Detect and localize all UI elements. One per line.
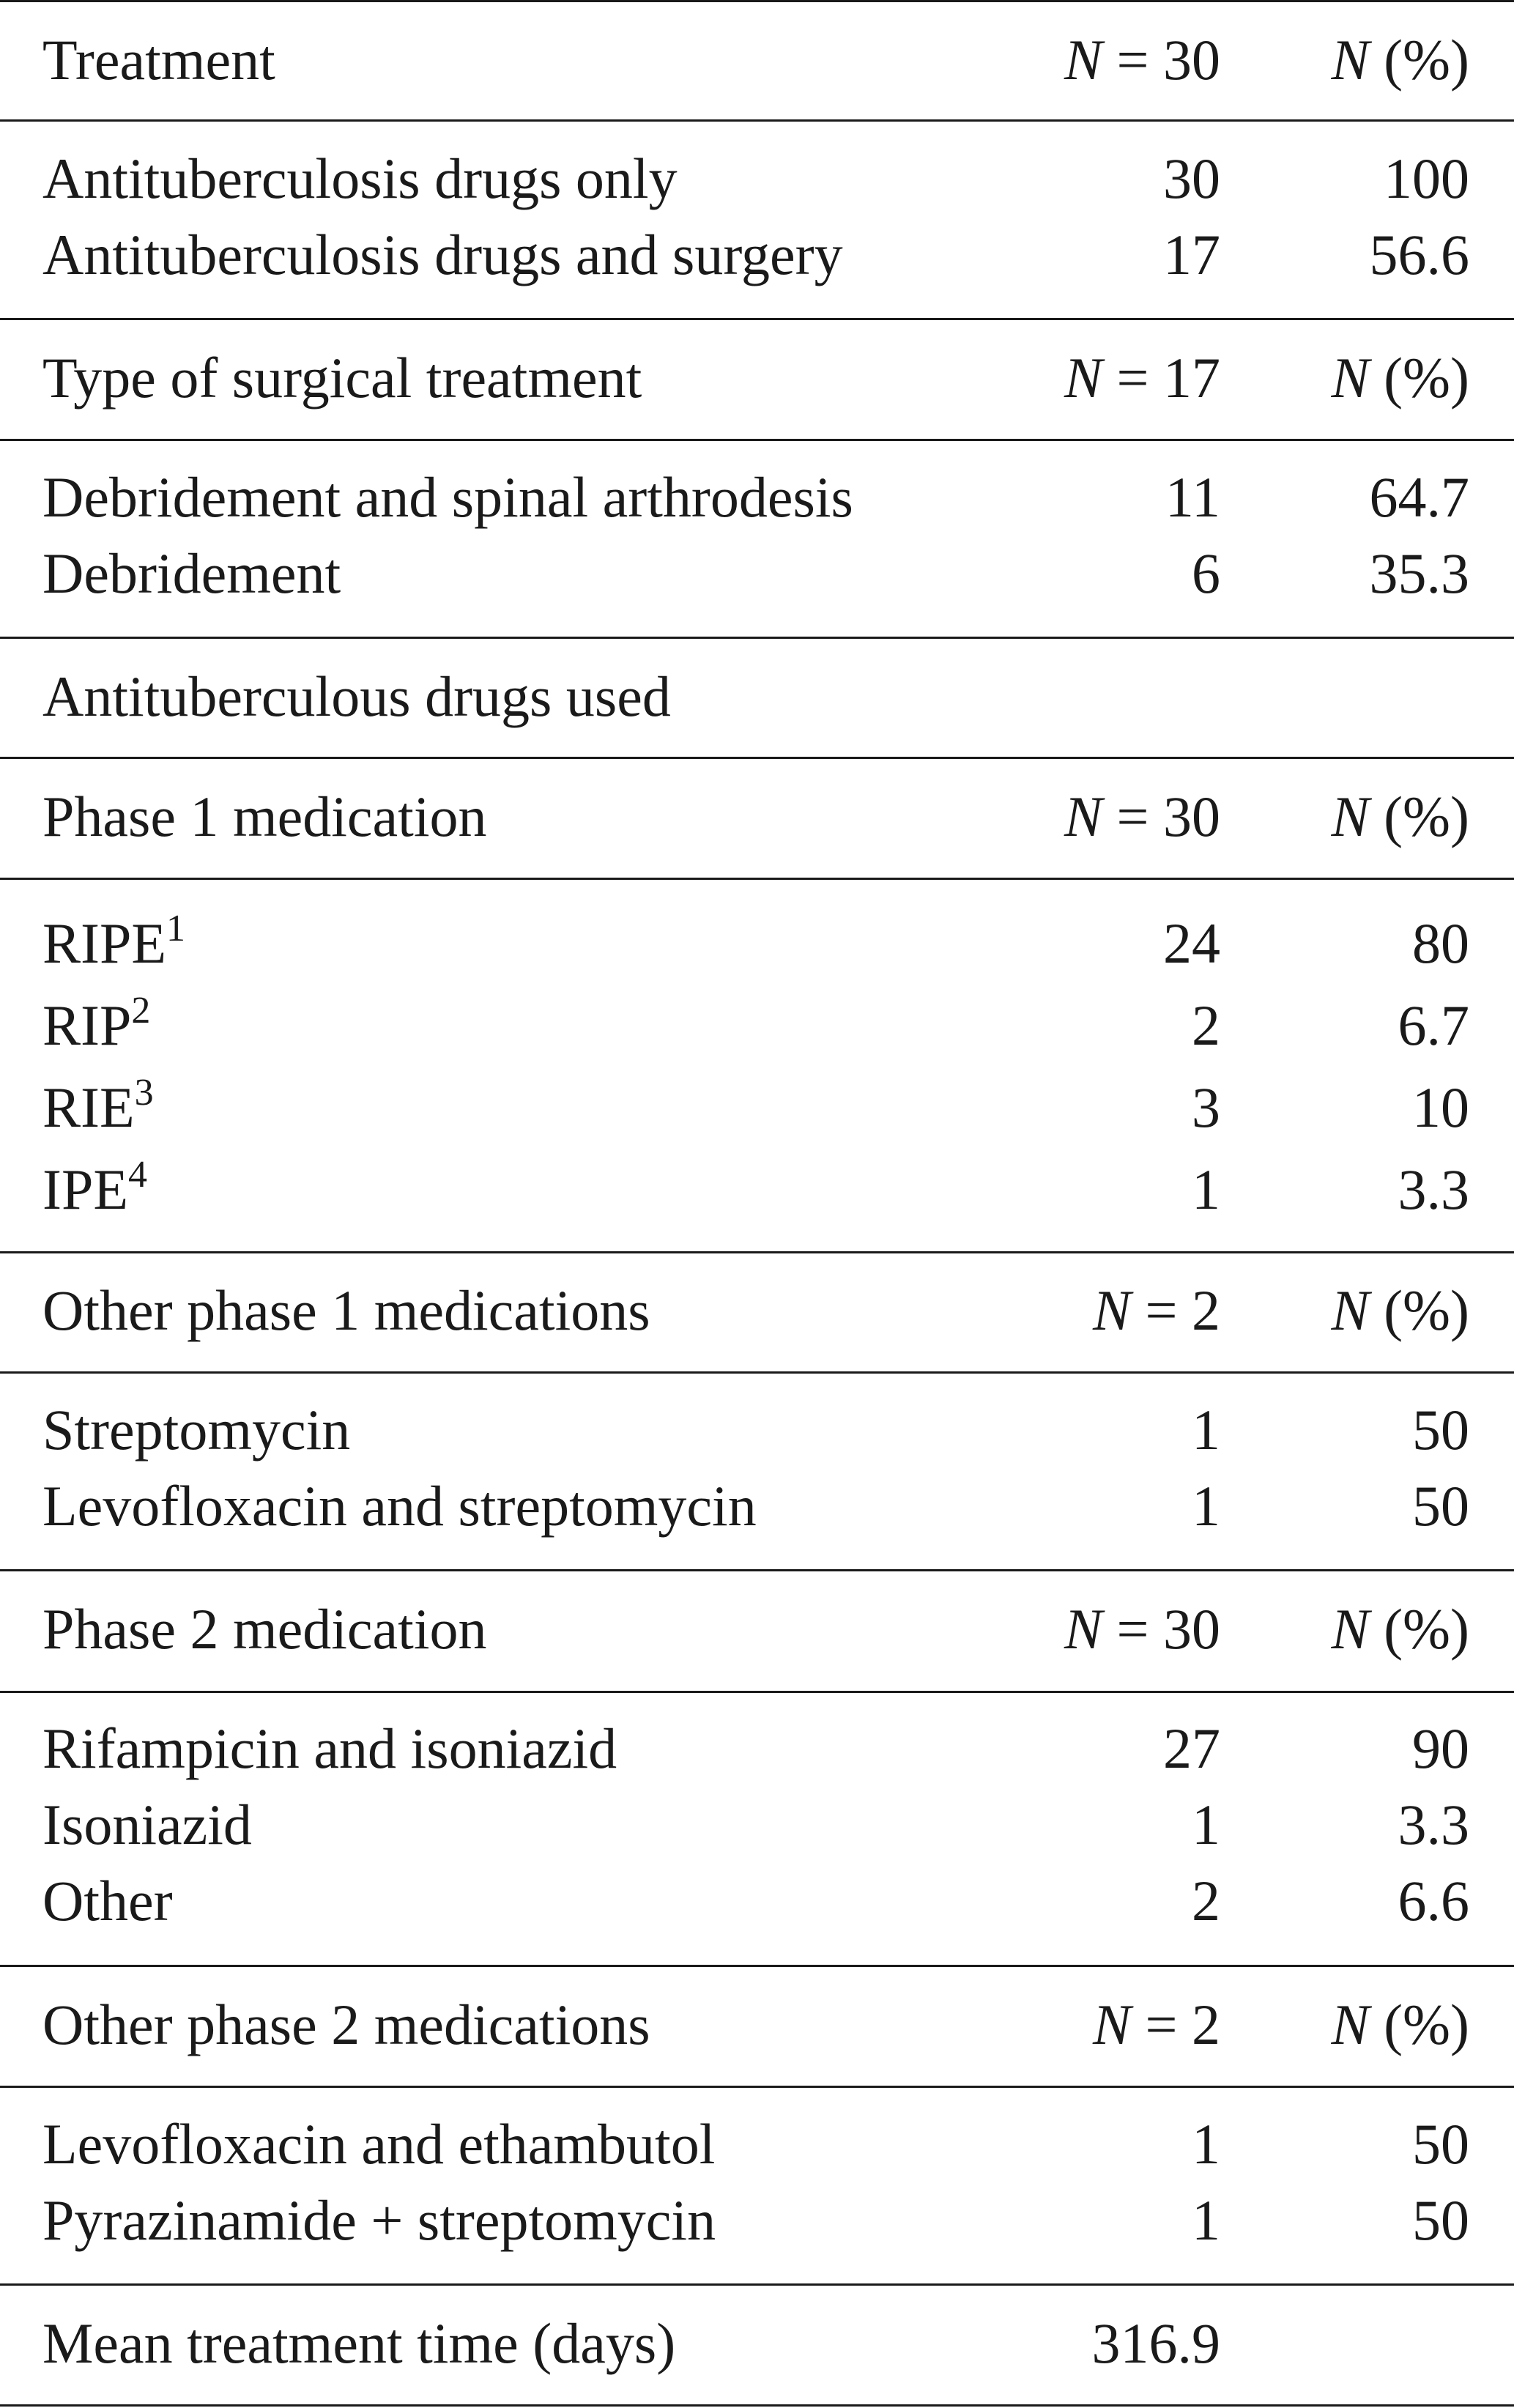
header-row [0,1272,1514,1349]
table-top-rule [0,0,1514,2]
mean-time-label: Mean treatment time (days) [42,2311,676,2375]
section-other-phase1-body [0,1392,1514,1544]
section-phase1 [0,779,1514,855]
row-pct: 50 [1412,2188,1469,2252]
table-row [0,141,1514,217]
row-pct: 50 [1412,2112,1469,2176]
header-n: N = 2 [1092,1278,1220,1342]
row-label: RIE$^3$ [42,1072,154,1139]
row-n: 30 [1163,147,1220,210]
header-pct: N (%) [1331,1993,1469,2056]
row-pct: 50 [1412,1474,1469,1538]
row-n: 1 [1192,2112,1220,2176]
row-label: Antituberculosis drugs only [42,147,678,210]
section-other-phase2-body [0,2106,1514,2259]
header-pct: N (%) [1331,346,1469,410]
rule-treatment-end [0,318,1514,320]
row-pct: 56.6 [1369,223,1469,286]
footnote-marker: 3 [134,1072,154,1114]
mean-time-row [0,2305,1514,2382]
row-n: 2 [1192,993,1220,1057]
row-label: Debridement and spinal arthrodesis [42,465,853,529]
row-label: Debridement [42,541,341,605]
table-bottom-rule [0,2404,1514,2407]
row-label: IPE$^4$ [42,1154,147,1221]
header-pct: N (%) [1331,1278,1469,1342]
row-label: RIPE$^1$ [42,908,186,975]
section-treatment [0,22,1514,98]
row-n: 6 [1192,541,1220,605]
row-n: 1 [1192,1157,1220,1221]
row-pct: 6.7 [1398,993,1469,1057]
section-treatment-body [0,141,1514,293]
section-other-phase2 [0,1987,1514,2063]
header-label: Phase 1 medication [42,785,487,848]
table-row [0,459,1514,536]
row-pct: 6.6 [1398,1869,1469,1933]
table-row [0,217,1514,293]
table-row [0,1468,1514,1544]
row-label: Levofloxacin and ethambutol [42,2112,716,2176]
row-n: 24 [1163,911,1220,975]
header-row [0,779,1514,855]
table-row [0,1711,1514,1787]
table-row [0,988,1514,1070]
table-row [0,2182,1514,2259]
rule-other-phase2-end [0,2283,1514,2286]
section-surgical-body [0,459,1514,612]
rule-phase2-end [0,1965,1514,1967]
row-n: 1 [1192,1474,1220,1538]
row-pct: 100 [1384,147,1469,210]
row-label: Other [42,1869,173,1933]
section-phase2 [0,1591,1514,1667]
section-phase2-body [0,1711,1514,1939]
footnote-marker: 1 [166,908,186,949]
table-row [0,905,1514,988]
header-n: N = 30 [1064,1597,1220,1661]
row-pct: 50 [1412,1398,1469,1462]
row-pct: 3.3 [1398,1793,1469,1856]
header-n: N = 17 [1064,346,1220,410]
header-n: N = 30 [1064,28,1220,92]
header-label: Treatment [42,28,275,92]
row-pct: 80 [1412,911,1469,975]
table-row [0,536,1514,612]
header-row [0,22,1514,98]
header-label: Other phase 2 medications [42,1993,650,2056]
title-row [0,659,1514,735]
row-pct: 64.7 [1369,465,1469,529]
section-drugs-used [0,659,1514,735]
section-phase1-body [0,905,1514,1234]
header-row [0,1987,1514,2063]
section-other-phase1 [0,1272,1514,1349]
row-label: Pyrazinamide + streptomycin [42,2188,716,2252]
header-label: Other phase 1 medications [42,1278,650,1342]
header-row [0,1591,1514,1667]
row-label: Levofloxacin and streptomycin [42,1474,757,1538]
rule-other-phase1-header [0,1371,1514,1374]
table-row [0,1392,1514,1468]
row-n: 1 [1192,1398,1220,1462]
row-n: 17 [1163,223,1220,286]
header-row [0,340,1514,416]
rule-drugs-used [0,757,1514,759]
section-mean-time [0,2305,1514,2382]
row-pct: 10 [1412,1075,1469,1139]
header-pct: N (%) [1331,1597,1469,1661]
rule-other-phase2-header [0,2086,1514,2088]
footnote-marker: 4 [128,1154,147,1196]
rule-surgical-header [0,439,1514,441]
row-label: Antituberculosis drugs and surgery [42,223,843,286]
header-n: N = 30 [1064,785,1220,848]
row-label: Isoniazid [42,1793,252,1856]
table-row [0,2106,1514,2182]
row-label: Streptomycin [42,1398,351,1462]
rule-phase2-header [0,1691,1514,1693]
row-n: 1 [1192,1793,1220,1856]
row-label: Rifampicin and isoniazid [42,1716,617,1780]
header-label: Type of surgical treatment [42,346,642,410]
section-surgical [0,340,1514,416]
table-row [0,1863,1514,1939]
row-n: 2 [1192,1869,1220,1933]
row-n: 1 [1192,2188,1220,2252]
table-row [0,1787,1514,1863]
rule-phase1-end [0,1251,1514,1253]
header-pct: N (%) [1331,785,1469,848]
section-title: Antituberculous drugs used [42,664,671,728]
row-n: 3 [1192,1075,1220,1139]
footnote-marker: 2 [131,990,151,1031]
rule-other-phase1-end [0,1569,1514,1571]
row-n: 27 [1163,1716,1220,1780]
table-row [0,1152,1514,1234]
rule-treatment-header [0,119,1514,122]
row-pct: 90 [1412,1716,1469,1780]
header-pct: N (%) [1331,28,1469,92]
mean-time-value: 316.9 [1091,2311,1220,2375]
rule-phase1-header [0,878,1514,880]
table-row [0,1070,1514,1152]
header-n: N = 2 [1092,1993,1220,2056]
row-pct: 35.3 [1369,541,1469,605]
row-n: 11 [1165,465,1220,529]
rule-surgical-end [0,637,1514,639]
row-pct: 3.3 [1398,1157,1469,1221]
header-label: Phase 2 medication [42,1597,487,1661]
row-label: RIP$^2$ [42,990,151,1057]
